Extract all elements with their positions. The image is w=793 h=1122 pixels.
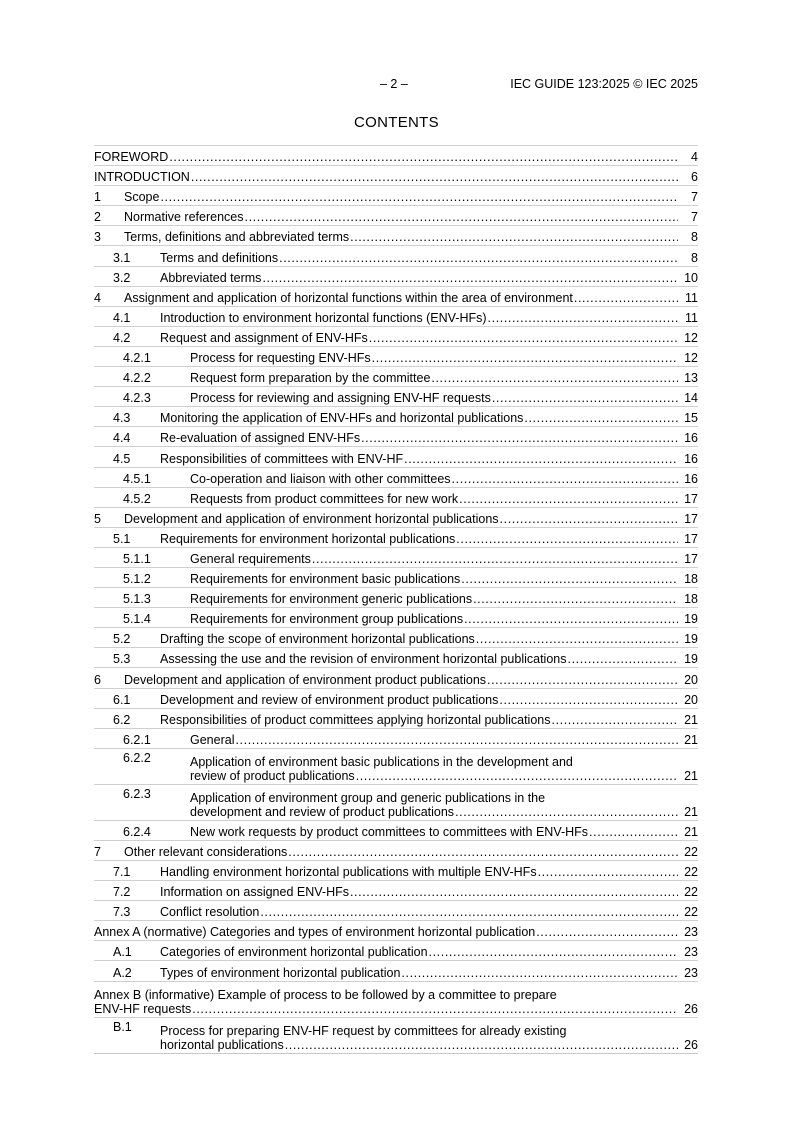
toc-entry-page: 21 xyxy=(684,768,698,783)
toc-entry-page: 17 xyxy=(684,491,698,506)
toc-entry-number: 4.3 xyxy=(113,411,131,426)
toc-entry[interactable] xyxy=(94,728,698,748)
toc-entry-title: Assessing the use and the revision of environment horizontal publications xyxy=(160,652,567,667)
toc-entry-number: 5 xyxy=(94,511,101,526)
toc-entry-number: 4.4 xyxy=(113,431,131,446)
toc-entry[interactable] xyxy=(94,860,698,880)
toc-entry-title: development and review of product publications xyxy=(190,804,455,819)
toc-entry-page: 20 xyxy=(684,672,698,687)
dot-leader xyxy=(488,311,678,325)
toc-entry-number: 4.5 xyxy=(113,451,131,466)
toc-entry[interactable] xyxy=(94,1017,698,1053)
toc-entry-page: 16 xyxy=(684,431,698,446)
toc-entry-title: Requirements for environment group publications xyxy=(190,612,464,627)
toc-entry-number: A.1 xyxy=(113,945,132,960)
toc-entry-page: 18 xyxy=(684,592,698,607)
toc-entry-title: INTRODUCTION xyxy=(94,170,190,185)
toc-entry[interactable] xyxy=(94,386,698,406)
dot-leader xyxy=(192,1002,678,1016)
toc-entry-title-line1: Process for preparing ENV-HF request by committees for already existing xyxy=(160,1023,567,1038)
toc-entry-page: 12 xyxy=(684,330,698,345)
toc-entry-number: 3.1 xyxy=(113,250,131,265)
toc-entry-title: General requirements xyxy=(190,551,311,566)
toc-entry[interactable] xyxy=(94,446,698,466)
toc-entry[interactable] xyxy=(94,266,698,286)
toc-entry-page: 6 xyxy=(691,170,698,185)
toc-entry-number: 6.2.1 xyxy=(123,732,151,747)
toc-entry-title: Process for requesting ENV-HFs xyxy=(190,351,371,366)
dot-leader xyxy=(464,612,678,626)
dot-leader xyxy=(552,713,679,727)
toc-entry-title-line1: Annex B (informative) Example of process to be followed by a committee to prepare xyxy=(94,987,557,1002)
toc-entry[interactable] xyxy=(94,165,698,185)
toc-entry-title: Terms, definitions and abbreviated terms xyxy=(124,230,350,245)
toc-entry-page: 20 xyxy=(684,692,698,707)
dot-leader xyxy=(568,652,679,666)
dot-leader xyxy=(538,865,678,879)
toc-entry-title: Annex A (normative) Categories and types of environment horizontal publication xyxy=(94,925,536,940)
toc-entry-title: Monitoring the application of ENV-HFs and horizontal publications xyxy=(160,411,524,426)
toc-entry-page: 13 xyxy=(684,371,698,386)
dot-leader xyxy=(262,271,678,285)
toc-entry-title: ENV-HF requests xyxy=(94,1001,192,1016)
page-title: CONTENTS xyxy=(354,114,439,131)
toc-entry-title: Development and review of environment product publications xyxy=(160,692,499,707)
toc-entry-title: Re-evaluation of assigned ENV-HFs xyxy=(160,431,361,446)
dot-leader xyxy=(361,431,678,445)
dot-leader xyxy=(245,210,679,224)
dot-leader xyxy=(499,693,678,707)
toc-entry[interactable] xyxy=(94,567,698,587)
toc-entry-page: 17 xyxy=(684,511,698,526)
toc-entry-title: review of product publications xyxy=(190,768,355,783)
toc-entry[interactable] xyxy=(94,145,698,165)
dot-leader xyxy=(456,532,678,546)
toc-entry-title: Information on assigned ENV-HFs xyxy=(160,885,349,900)
toc-entry[interactable] xyxy=(94,920,698,940)
toc-entry-number: 7.1 xyxy=(113,865,131,880)
toc-entry-title: Abbreviated terms xyxy=(160,270,262,285)
toc-entry-number: 5.1 xyxy=(113,531,131,546)
toc-entry[interactable] xyxy=(94,366,698,386)
toc-entry-page: 21 xyxy=(684,824,698,839)
toc-entry-number: 6.1 xyxy=(113,692,131,707)
dot-leader xyxy=(312,552,678,566)
dot-leader xyxy=(356,769,678,783)
toc-entry-number: 5.2 xyxy=(113,632,131,647)
dot-leader xyxy=(169,150,678,164)
toc-entry[interactable] xyxy=(94,840,698,860)
dot-leader xyxy=(589,825,678,839)
toc-entry-title: Request and assignment of ENV-HFs xyxy=(160,330,368,345)
dot-leader xyxy=(191,170,678,184)
toc-entry[interactable] xyxy=(94,346,698,366)
toc-entry[interactable] xyxy=(94,185,698,205)
toc-entry-title: FOREWORD xyxy=(94,150,169,165)
toc-entry-title-line1: Application of environment basic publications in the development and xyxy=(190,754,573,769)
toc-entry-number: 5.1.1 xyxy=(123,551,151,566)
dot-leader xyxy=(235,733,678,747)
toc-entry-title: Terms and definitions xyxy=(160,250,279,265)
toc-entry-page: 26 xyxy=(684,1037,698,1052)
toc-entry-number: 4.2.2 xyxy=(123,371,151,386)
toc-entry-title: Development and application of environment horizontal publications xyxy=(124,511,499,526)
toc-entry[interactable] xyxy=(94,507,698,527)
toc-entry-number: 7 xyxy=(94,845,101,859)
toc-entry-page: 14 xyxy=(684,391,698,406)
toc-entry[interactable] xyxy=(94,286,698,306)
toc-entry-page: 23 xyxy=(684,925,698,940)
toc-entry-title: Requirements for environment horizontal publications xyxy=(160,531,456,546)
toc-entry-page: 16 xyxy=(684,451,698,466)
toc-entry[interactable] xyxy=(94,245,698,265)
toc-entry-number: 4.1 xyxy=(113,310,131,325)
toc-entry-page: 23 xyxy=(684,965,698,980)
toc-entry-number: 6.2.4 xyxy=(123,824,151,839)
dot-leader xyxy=(350,885,678,899)
toc-entry-title: Drafting the scope of environment horizontal publications xyxy=(160,632,475,647)
toc-entry-title: Co-operation and liaison with other committees xyxy=(190,471,451,486)
toc-entry-page: 10 xyxy=(684,270,698,285)
toc-entry-page: 22 xyxy=(684,885,698,900)
toc-entry-page: 21 xyxy=(684,732,698,747)
dot-leader xyxy=(492,391,678,405)
dot-leader xyxy=(455,805,678,819)
toc-entry-number: 5.1.4 xyxy=(123,612,151,627)
toc-entry-page: 4 xyxy=(691,150,698,165)
toc-entry[interactable] xyxy=(94,326,698,346)
toc-entry-page: 22 xyxy=(684,865,698,880)
toc-entry-title: Conflict resolution xyxy=(160,905,260,920)
toc-entry-page: 17 xyxy=(684,551,698,566)
dot-leader xyxy=(524,411,678,425)
toc-entry-title: Categories of environment horizontal publication xyxy=(160,945,428,960)
toc-entry-number: 5.3 xyxy=(113,652,131,667)
toc-entry-page: 18 xyxy=(684,572,698,587)
toc-entry[interactable] xyxy=(94,547,698,567)
toc-entry-page: 19 xyxy=(684,632,698,647)
dot-leader xyxy=(461,572,678,586)
toc-entry-number: A.2 xyxy=(113,965,132,980)
dot-leader xyxy=(288,845,678,859)
toc-entry-number: 4.5.2 xyxy=(123,491,151,506)
toc-entry-page: 7 xyxy=(691,210,698,225)
toc-entry-number: 1 xyxy=(94,190,101,205)
toc-entry-title: Responsibilities of product committees applying horizontal publications xyxy=(160,712,551,727)
dot-leader xyxy=(285,1038,678,1052)
toc-entry-page: 17 xyxy=(684,531,698,546)
toc-entry[interactable] xyxy=(94,487,698,507)
toc-entry-title: Introduction to environment horizontal functions (ENV-HFs) xyxy=(160,310,487,325)
dot-leader xyxy=(350,230,678,244)
toc-entry[interactable] xyxy=(94,708,698,728)
toc-entry-title: Responsibilities of committees with ENV-HF xyxy=(160,451,404,466)
dot-leader xyxy=(160,190,678,204)
toc-bottom-rule xyxy=(94,1053,698,1054)
toc-entry-number: 4.2.3 xyxy=(123,391,151,406)
toc-entry-title: Requirements for environment generic publications xyxy=(190,592,473,607)
dot-leader xyxy=(372,351,678,365)
toc-entry-title: Request form preparation by the committee xyxy=(190,371,431,386)
dot-leader xyxy=(574,291,678,305)
toc-entry-title: Requirements for environment basic publications xyxy=(190,572,461,587)
toc-entry-number: 4.2 xyxy=(113,330,131,345)
toc-entry-number: 5.1.2 xyxy=(123,572,151,587)
dot-leader xyxy=(260,905,678,919)
toc-entry[interactable] xyxy=(94,820,698,840)
toc-entry-title: Types of environment horizontal publication xyxy=(160,965,401,980)
toc-entry-number: 7.3 xyxy=(113,905,131,920)
toc-entry-page: 21 xyxy=(684,712,698,727)
toc-entry-title: Requests from product committees for new work xyxy=(190,491,459,506)
toc-entry[interactable] xyxy=(94,748,698,784)
dot-leader xyxy=(487,673,678,687)
toc-entry-page: 26 xyxy=(684,1001,698,1016)
toc-entry-number: 6.2.2 xyxy=(123,750,151,765)
toc-entry-number: 6 xyxy=(94,672,101,687)
toc-entry-page: 23 xyxy=(684,945,698,960)
toc-entry-title: Scope xyxy=(124,190,160,205)
toc-entry[interactable] xyxy=(94,627,698,647)
dot-leader xyxy=(431,371,678,385)
toc-entry[interactable] xyxy=(94,527,698,547)
dot-leader xyxy=(452,472,678,486)
dot-leader xyxy=(536,925,678,939)
dot-leader xyxy=(279,251,678,265)
toc-entry-page: 8 xyxy=(691,250,698,265)
toc-entry[interactable] xyxy=(94,981,698,1017)
dot-leader xyxy=(459,492,678,506)
dot-leader xyxy=(401,966,678,980)
toc-entry-page: 12 xyxy=(684,351,698,366)
toc-entry-page: 21 xyxy=(684,804,698,819)
dot-leader xyxy=(500,512,678,526)
toc-entry[interactable] xyxy=(94,900,698,920)
toc-entry-page: 22 xyxy=(684,845,698,859)
toc-entry-page: 11 xyxy=(685,310,698,325)
toc-entry-page: 16 xyxy=(684,471,698,486)
toc-entry-title: Normative references xyxy=(124,210,244,225)
toc-entry-number: 3 xyxy=(94,230,101,245)
toc-entry[interactable] xyxy=(94,306,698,326)
toc-entry[interactable] xyxy=(94,880,698,900)
toc-entry[interactable] xyxy=(94,940,698,960)
toc-entry[interactable] xyxy=(94,205,698,225)
toc-entry-page: 7 xyxy=(691,190,698,205)
page-number: – 2 – xyxy=(380,77,408,91)
toc-entry[interactable] xyxy=(94,647,698,667)
toc-entry[interactable] xyxy=(94,667,698,687)
toc-entry-number: B.1 xyxy=(113,1019,132,1034)
toc-entry-page: 22 xyxy=(684,905,698,920)
toc-entry-number: 5.1.3 xyxy=(123,592,151,607)
toc-entry[interactable] xyxy=(94,467,698,487)
toc-entry-title: horizontal publications xyxy=(160,1037,284,1052)
toc-entry[interactable] xyxy=(94,607,698,627)
dot-leader xyxy=(404,452,678,466)
toc-entry-title-line1: Application of environment group and generic publications in the xyxy=(190,790,546,805)
table-of-contents xyxy=(94,145,698,1054)
toc-entry-number: 2 xyxy=(94,210,101,225)
toc-entry[interactable] xyxy=(94,406,698,426)
toc-entry[interactable] xyxy=(94,784,698,820)
toc-entry-page: 19 xyxy=(684,612,698,627)
toc-entry-title: New work requests by product committees to committees with ENV-HFs xyxy=(190,824,589,839)
toc-entry-number: 4.2.1 xyxy=(123,351,151,366)
dot-leader xyxy=(473,592,678,606)
toc-entry-number: 6.2 xyxy=(113,712,131,727)
dot-leader xyxy=(369,331,678,345)
toc-entry-page: 19 xyxy=(684,652,698,667)
toc-entry-number: 4 xyxy=(94,290,101,305)
toc-entry[interactable] xyxy=(94,426,698,446)
toc-entry-page: 15 xyxy=(684,411,698,426)
dot-leader xyxy=(429,945,678,959)
toc-entry-title: Assignment and application of horizontal functions within the area of environment xyxy=(124,290,573,305)
dot-leader xyxy=(476,632,678,646)
toc-entry-title: General xyxy=(190,732,235,747)
toc-entry-title: Handling environment horizontal publications with multiple ENV-HFs xyxy=(160,865,537,880)
document-reference: IEC GUIDE 123:2025 © IEC 2025 xyxy=(510,77,698,91)
toc-entry-number: 6.2.3 xyxy=(123,786,151,801)
toc-entry[interactable] xyxy=(94,225,698,245)
toc-entry[interactable] xyxy=(94,688,698,708)
toc-entry-number: 4.5.1 xyxy=(123,471,151,486)
toc-entry-title: Development and application of environment product publications xyxy=(124,672,487,687)
toc-entry[interactable] xyxy=(94,960,698,980)
toc-entry-title: Other relevant considerations xyxy=(124,845,288,859)
toc-entry-number: 3.2 xyxy=(113,270,131,285)
toc-entry-page: 11 xyxy=(685,290,698,305)
toc-entry[interactable] xyxy=(94,587,698,607)
toc-entry-page: 8 xyxy=(691,230,698,245)
toc-entry-number: 7.2 xyxy=(113,885,131,900)
toc-entry-title: Process for reviewing and assigning ENV-HF requests xyxy=(190,391,491,406)
